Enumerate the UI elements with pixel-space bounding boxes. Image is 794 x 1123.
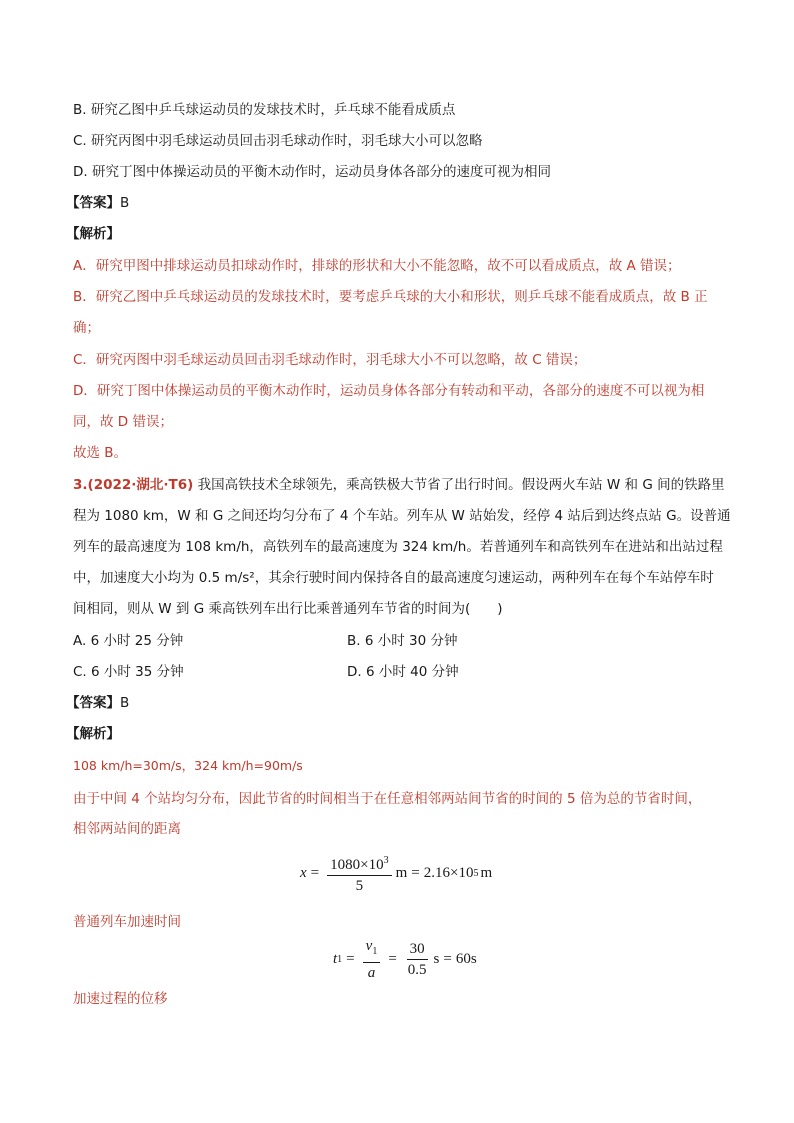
formula-distance-result-unit: m <box>480 865 493 881</box>
formula-time-fraction2 <box>405 940 430 979</box>
question3-option-b: B. 6 小时 30 分钟 <box>347 633 458 649</box>
formula-distance-denominator: 5 <box>355 878 364 894</box>
question3-option-c: C. 6 小时 35 分钟 <box>73 664 184 680</box>
formula-distance: x = $\frac{1080\times 10^3}{5}$ m = 2.16×10 5 m <box>300 852 492 895</box>
answer-label: 【答案】 <box>66 195 120 211</box>
question3-line5: 间相同，则从 W 到 G 乘高铁列车出行比乘普通列车节省的时间为( ) <box>73 601 503 617</box>
answer3-value: B <box>120 695 130 711</box>
answer3 <box>66 693 129 713</box>
analysis3-line2: 相邻两站间的距离 <box>73 821 181 837</box>
question3-line1 <box>73 475 725 495</box>
answer-prev <box>66 193 129 213</box>
formula-time-result: 60s <box>455 951 477 967</box>
formula-time-frac2-num: 30 <box>407 940 428 960</box>
formula-time-frac1-num-sub: 1 <box>372 946 378 957</box>
analysis3-line3: 普通列车加速时间 <box>73 914 181 930</box>
analysis-prev-line-b: B．研究乙图中乒乓球运动员的发球技术时，要考虑乒乓球的大小和形状，则乒乓球不能看成质点，故 B 正 <box>73 289 708 305</box>
question3-text-1: 我国高铁技术全球领先，乘高铁极大节省了出行时间。假设两火车站 W 和 G 间的铁路里 <box>197 477 725 493</box>
formula-distance-result: 2.16×10 <box>423 865 474 881</box>
analysis3-line4: 加速过程的位移 <box>73 991 168 1007</box>
analysis-prev-line-b-cont: 确； <box>73 320 100 336</box>
question3-line2: 程为 1080 km，W 和 G 之间还均匀分布了 4 个车站。列车从 W 站始发，经停 4 站后到达终点站 G。设普通 <box>73 508 731 524</box>
formula-time-unit: s <box>433 951 440 967</box>
option-b-prev: B. 研究乙图中乒乓球运动员的发球技术时，乒乓球不能看成质点 <box>73 102 456 118</box>
answer-value: B <box>120 195 130 211</box>
analysis-label-prev: 【解析】 <box>66 226 120 242</box>
formula-distance-fraction <box>327 852 391 895</box>
analysis-prev-line-c: C．研究丙图中羽毛球运动员回击羽毛球动作时，羽毛球大小不可以忽略，故 C 错误； <box>73 352 587 368</box>
formula-accel-time: t 1 = $\frac{v_1}{a}$ = $\frac{30}{0.5}$ s = 60s <box>333 938 477 981</box>
question3-option-d: D. 6 小时 40 分钟 <box>347 664 459 680</box>
analysis-prev-line-d: D．研究丁图中体操运动员的平衡木动作时，运动员身体各部分有转动和平动，各部分的速度不可以视为相 <box>73 383 705 399</box>
formula-time-lhs: t <box>333 951 338 967</box>
option-c-prev: C. 研究丙图中羽毛球运动员回击羽毛球动作时，羽毛球大小可以忽略 <box>73 133 483 149</box>
analysis-prev-line-d-cont: 同，故 D 错误； <box>73 414 173 430</box>
question3-option-a: A. 6 小时 25 分钟 <box>73 633 184 649</box>
formula-distance-result-exp: 5 <box>473 868 479 879</box>
analysis3-line1: 由于中间 4 个站均匀分布，因此节省的时间相当于在任意相邻两站间节省的时间的 5 倍为总的节省时间， <box>73 791 702 807</box>
question3-line4: 中，加速度大小均为 0.5 m/s²，其余行驶时间内保持各自的最高速度匀速运动，两种列车在每个车站停车时 <box>73 570 714 586</box>
formula-time-frac1-den: a <box>367 965 376 981</box>
question3-number: 3.(2022·湖北·T6) <box>73 477 194 493</box>
analysis3-conversion: 108 km/h=30m/s，324 km/h=90m/s <box>73 758 303 773</box>
analysis-prev-conclusion: 故选 B。 <box>73 445 128 461</box>
answer3-label: 【答案】 <box>66 695 120 711</box>
question3-line3: 列车的最高速度为 108 km/h，高铁列车的最高速度为 324 km/h。若普通列车和高铁列车在进站和出站过程 <box>73 539 723 555</box>
option-d-prev: D. 研究丁图中体操运动员的平衡木动作时，运动员身体各部分的速度可视为相同 <box>73 164 551 180</box>
formula-distance-unit: m <box>395 865 408 881</box>
formula-time-lhs-sub: 1 <box>337 954 343 965</box>
formula-distance-numerator-exp: 3 <box>383 855 389 866</box>
formula-time-fraction1 <box>363 937 381 982</box>
formula-time-frac1-num: v <box>365 938 373 954</box>
formula-distance-lhs: x <box>300 865 307 881</box>
formula-time-frac2-den: 0.5 <box>407 962 427 978</box>
analysis-prev-line-a: A．研究甲图中排球运动员扣球动作时，排球的形状和大小不能忽略，故不可以看成质点，故 A 错误； <box>73 258 681 274</box>
formula-distance-numerator: 1080×10 <box>330 857 384 873</box>
analysis3-label: 【解析】 <box>66 726 120 742</box>
